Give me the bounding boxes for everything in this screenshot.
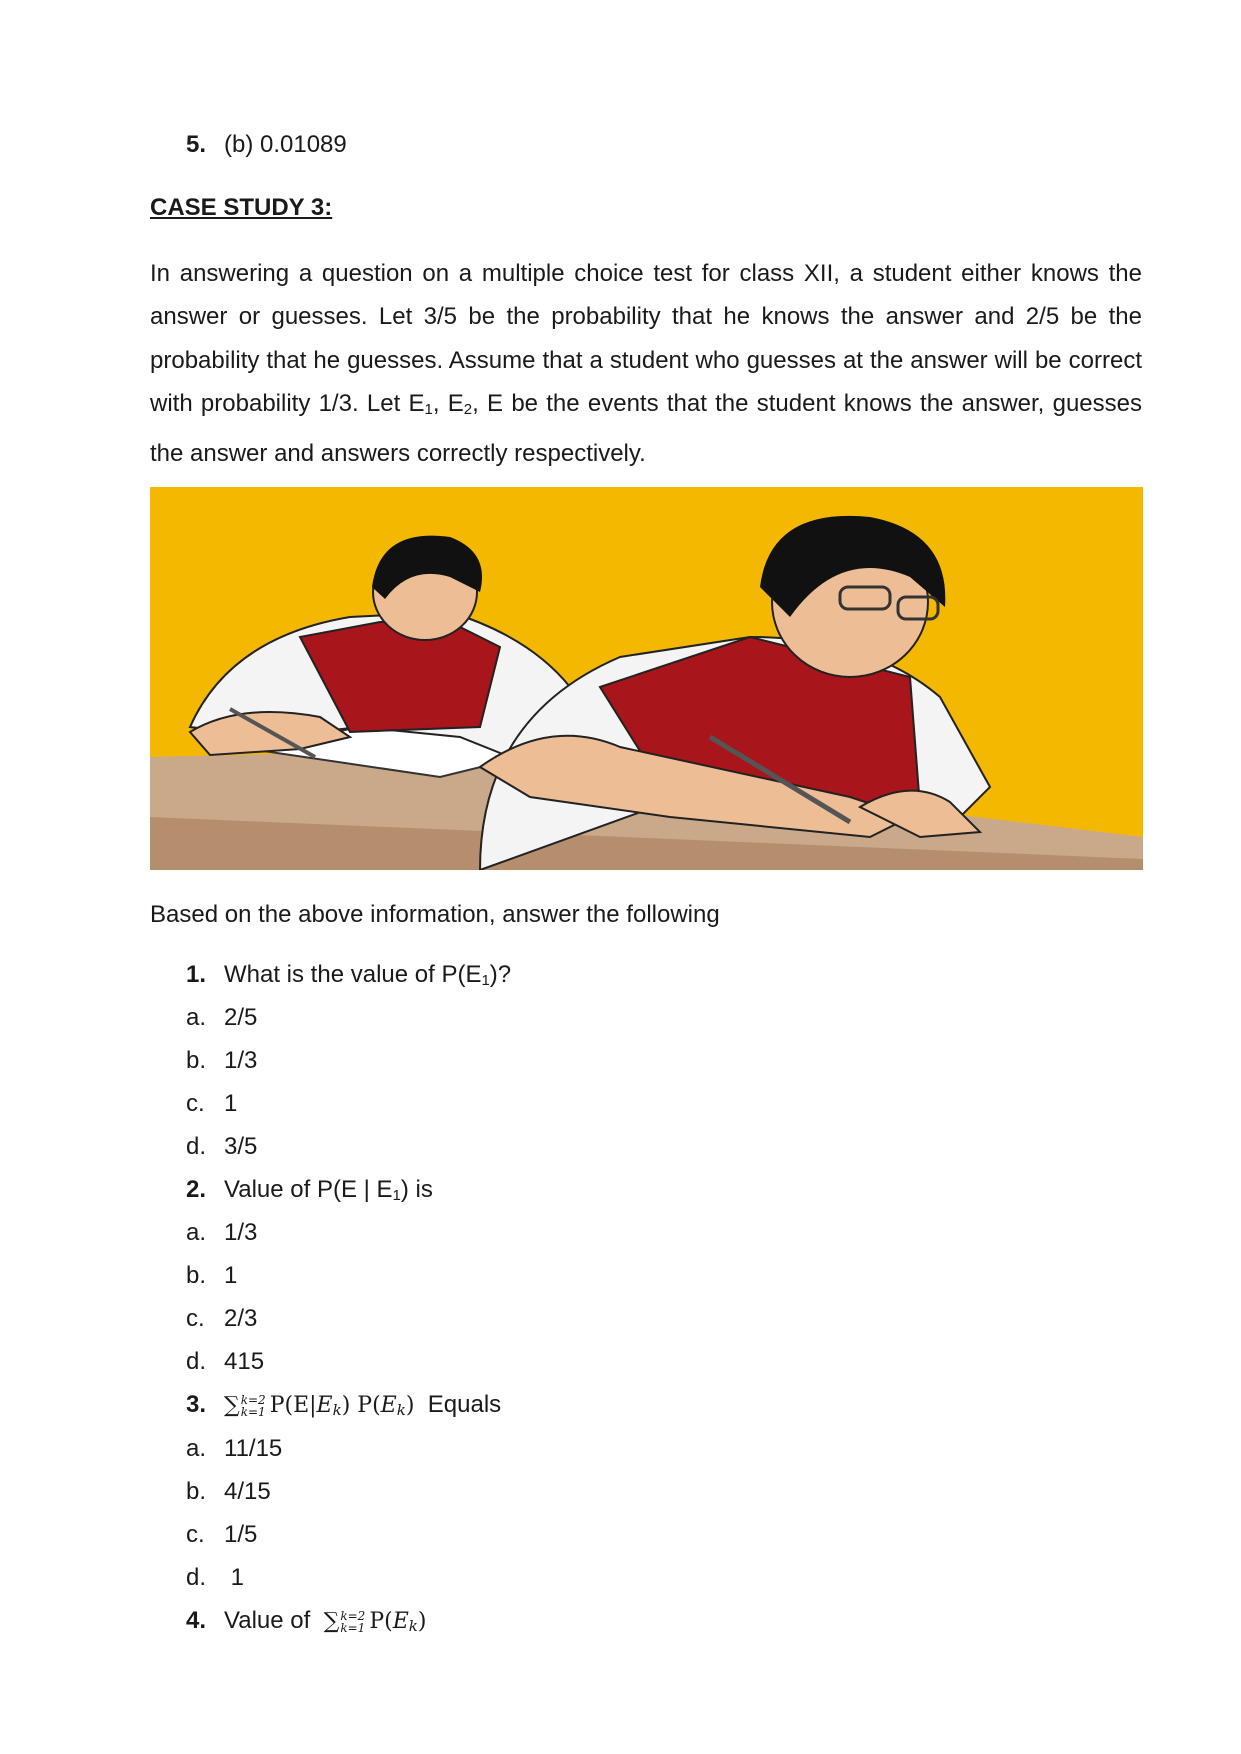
- summation-limits: k=2 k=1: [340, 1609, 366, 1635]
- q3-option-c: c. 1/5: [186, 1521, 258, 1548]
- q1-option-b: b. 1/3: [186, 1047, 258, 1074]
- q2-option-b: b. 1: [186, 1262, 238, 1289]
- q1-option-a: a. 2/5: [186, 1004, 258, 1031]
- case-study-title: CASE STUDY 3:: [150, 194, 333, 221]
- question-4: 4. Value of ∑k=2 k=1 $P(E_k)$: [186, 1607, 427, 1635]
- summation-expression: ∑k=2 k=1 $P(E|E_k)$ $P(E_k)$: [224, 1393, 415, 1419]
- question-1: 1. What is the value of $P(E_1)$?: [186, 961, 512, 989]
- question-2: 2. Value of P(E | $E_1$) is: [186, 1176, 433, 1204]
- previous-answer: [186, 130, 347, 160]
- summation-limits: k=2 k=1: [240, 1393, 266, 1419]
- q2-option-d: d. 415: [186, 1348, 265, 1375]
- q2-option-a: a. 1/3: [186, 1219, 258, 1246]
- question-3: 3. ∑k=2 k=1 $P(E|E_k)$ $P(E_k)$ Equals: [186, 1391, 502, 1419]
- previous-answer-text: (b) 0.01089: [224, 131, 347, 158]
- q1-option-c: c. 1: [186, 1090, 238, 1117]
- q1-option-d: d. 3/5: [186, 1133, 258, 1160]
- q3-option-b: b. 4/15: [186, 1478, 271, 1505]
- students-writing-illustration: [150, 487, 1143, 870]
- q3-option-d: d. 1: [186, 1564, 245, 1591]
- case-study-paragraph: In answering a question on a multiple choice test for class XII, a student either knows the answer or guesses. Let 3/5 be the probability that he knows the answer and 2/5 be the probability that he guesses. Assume that a student who guesses at the answer will be correct with probability 1/3. Let $E_1$, $E_2$, E be the events that the student knows the answer, guesses the answer and answers correctly respectively.: [150, 260, 1142, 467]
- instruction-text: Based on the above information, answer the following: [150, 901, 720, 928]
- summation-expression: ∑k=2 k=1 $P(E_k)$: [323, 1609, 427, 1635]
- previous-answer-number: 5.: [186, 131, 207, 158]
- q3-option-a: a. 11/15: [186, 1435, 283, 1462]
- q2-option-c: c. 2/3: [186, 1305, 258, 1332]
